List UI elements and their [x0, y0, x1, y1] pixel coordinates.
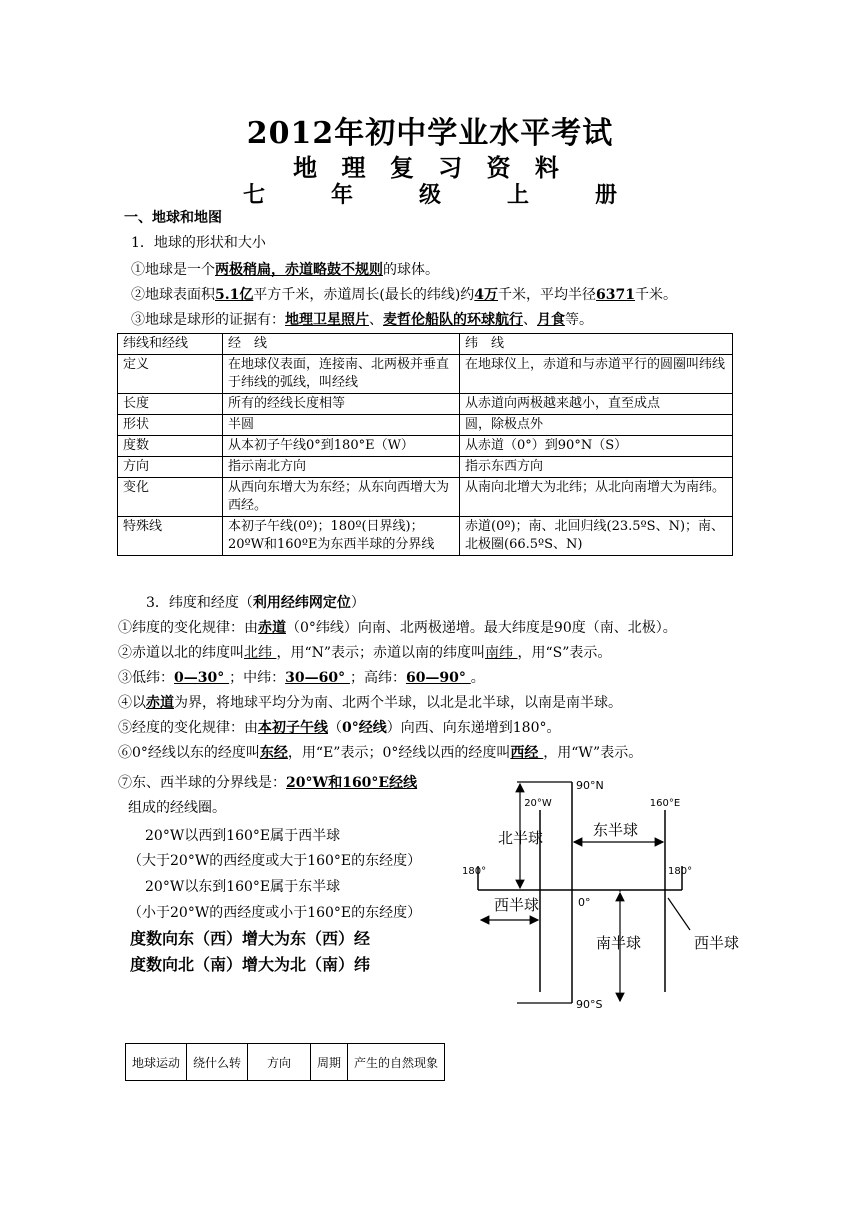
table-cell: 指示南北方向 — [223, 457, 460, 478]
table-cell: 特殊线 — [118, 517, 223, 556]
table-header-cell: 纬 线 — [460, 334, 733, 355]
table-cell: 从赤道向两极越来越小，直至成点 — [460, 394, 733, 415]
label-north-hemisphere: 北半球 — [498, 829, 544, 847]
label-90s: 90°S — [576, 998, 603, 1011]
table-header-cell: 绕什么转 — [187, 1044, 248, 1081]
label-west-hemisphere: 西半球 — [494, 896, 540, 914]
table-cell: 从本初子午线0°到180°E（W） — [223, 436, 460, 457]
page-title: 2012年初中学业水平考试 — [246, 116, 614, 151]
table-row — [118, 355, 733, 394]
grade-char: 七 — [242, 182, 265, 208]
grade-char: 上 — [506, 182, 529, 208]
paragraph-text: （小于20°W的西经度或小于160°E的东经度） — [128, 905, 422, 921]
label-east-hemisphere: 东半球 — [593, 821, 639, 839]
earth-motion-table — [125, 1043, 445, 1081]
rule-text: 度数向北（南）增大为北（南）纬 — [130, 955, 371, 974]
meridian-parallel-table — [117, 333, 733, 556]
paragraph-latitude-zones: ③低纬：0—30° ；中纬：30—60° ；高纬：60—90° 。 — [118, 670, 485, 686]
table-cell: 指示东西方向 — [460, 457, 733, 478]
subsection-heading: 3．纬度和经度（利用经纬网定位） — [146, 595, 365, 611]
table-cell: 本初子午线(0º)；180º(日界线)；20ºW和160ºE为东西半球的分界线 — [223, 517, 460, 556]
table-cell: 在地球仪上，赤道和与赤道平行的圆圈叫纬线 — [460, 355, 733, 394]
table-cell: 从西向东增大为东经；从东向西增大为西经。 — [223, 478, 460, 517]
label-20w: 20°W — [524, 798, 552, 809]
subsection-heading: 1．地球的形状和大小 — [131, 235, 266, 251]
table-cell: 方向 — [118, 457, 223, 478]
table-cell: 形状 — [118, 415, 223, 436]
grade-label — [0, 178, 860, 209]
paragraph-shape: ①地球是一个两极稍扁，赤道略鼓不规则的球体。 — [131, 262, 439, 278]
table-cell: 在地球仪表面，连接南、北两极并垂直于纬线的弧线，叫经线 — [223, 355, 460, 394]
label-south-hemisphere: 南半球 — [596, 934, 642, 952]
table-cell: 从赤道（0°）到90°N（S） — [460, 436, 733, 457]
table-row — [126, 1044, 445, 1081]
paragraph-text: 20°W以西到160°E属于西半球 — [145, 828, 341, 844]
grade-char: 册 — [594, 182, 617, 208]
paragraph-evidence: ③地球是球形的证据有：地理卫星照片、麦哲伦船队的环球航行、月食等。 — [131, 312, 593, 328]
rule-text: 度数向东（西）增大为东（西）经 — [130, 929, 371, 948]
table-header-cell: 方向 — [248, 1044, 311, 1081]
west-label-pointer — [668, 898, 690, 930]
table-cell: 所有的经线长度相等 — [223, 394, 460, 415]
table-header-cell: 经 线 — [223, 334, 460, 355]
paragraph-east-west: ⑥0°经线以东的经度叫东经，用“E”表示；0°经线以西的经度叫西经 ，用“W”表示。 — [118, 745, 643, 761]
paragraph-text: 组成的经线圈。 — [128, 800, 226, 816]
label-180-right: 180° — [668, 866, 693, 877]
paragraph-hemisphere-boundary: ⑦东、西半球的分界线是：20°W和160°E经线 — [118, 775, 418, 791]
grade-char: 级 — [418, 182, 441, 208]
paragraph-text: 20°W以东到160°E属于东半球 — [145, 879, 341, 895]
label-180-left: 180° — [462, 866, 487, 877]
paragraph-north-south: ②赤道以北的纬度叫北纬 ，用“N”表示；赤道以南的纬度叫南纬 ，用“S”表示。 — [118, 645, 612, 661]
table-cell: 度数 — [118, 436, 223, 457]
table-header-cell: 产生的自然现象 — [348, 1044, 445, 1081]
table-header-cell: 地球运动 — [126, 1044, 187, 1081]
table-cell: 圆，除极点外 — [460, 415, 733, 436]
paragraph-equator: ④以赤道为界，将地球平均分为南、北两个半球，以北是北半球，以南是南半球。 — [118, 695, 622, 711]
table-cell: 长度 — [118, 394, 223, 415]
table-row — [118, 457, 733, 478]
table-cell: 赤道(0º)；南、北回归线(23.5ºS、N)；南、北极圈(66.5ºS、N) — [460, 517, 733, 556]
table-row — [118, 394, 733, 415]
table-row — [118, 436, 733, 457]
table-header-cell: 纬线和经线 — [118, 334, 223, 355]
paragraph-size: ②地球表面积5.1亿平方千米，赤道周长(最长的纬线)约4万千米，平均半径6371千米。 — [131, 287, 678, 303]
paragraph-longitude-rule: ⑤经度的变化规律：由本初子午线（0°经线）向西、向东递增到180°。 — [118, 720, 561, 736]
table-row — [118, 415, 733, 436]
table-row — [118, 517, 733, 556]
label-90n: 90°N — [576, 779, 604, 792]
label-160e: 160°E — [649, 798, 681, 809]
hemisphere-diagram — [460, 770, 760, 1020]
table-header-cell: 周期 — [311, 1044, 348, 1081]
page-subtitle: 地 理 复 习 资 料 — [293, 153, 567, 182]
paragraph-latitude-rule: ①纬度的变化规律：由赤道（0°纬线）向南、北两极递增。最大纬度是90度（南、北极）。 — [118, 620, 677, 636]
grade-char: 年 — [330, 182, 353, 208]
table-cell: 变化 — [118, 478, 223, 517]
table-row — [118, 334, 733, 355]
section-heading: 一、地球和地图 — [124, 210, 222, 226]
label-zero: 0° — [578, 896, 591, 909]
label-west-hemisphere-right: 西半球 — [694, 934, 740, 952]
table-row — [118, 478, 733, 517]
table-cell: 从南向北增大为北纬；从北向南增大为南纬。 — [460, 478, 733, 517]
table-cell: 半圆 — [223, 415, 460, 436]
table-cell: 定义 — [118, 355, 223, 394]
paragraph-text: （大于20°W的西经度或大于160°E的东经度） — [128, 853, 422, 869]
